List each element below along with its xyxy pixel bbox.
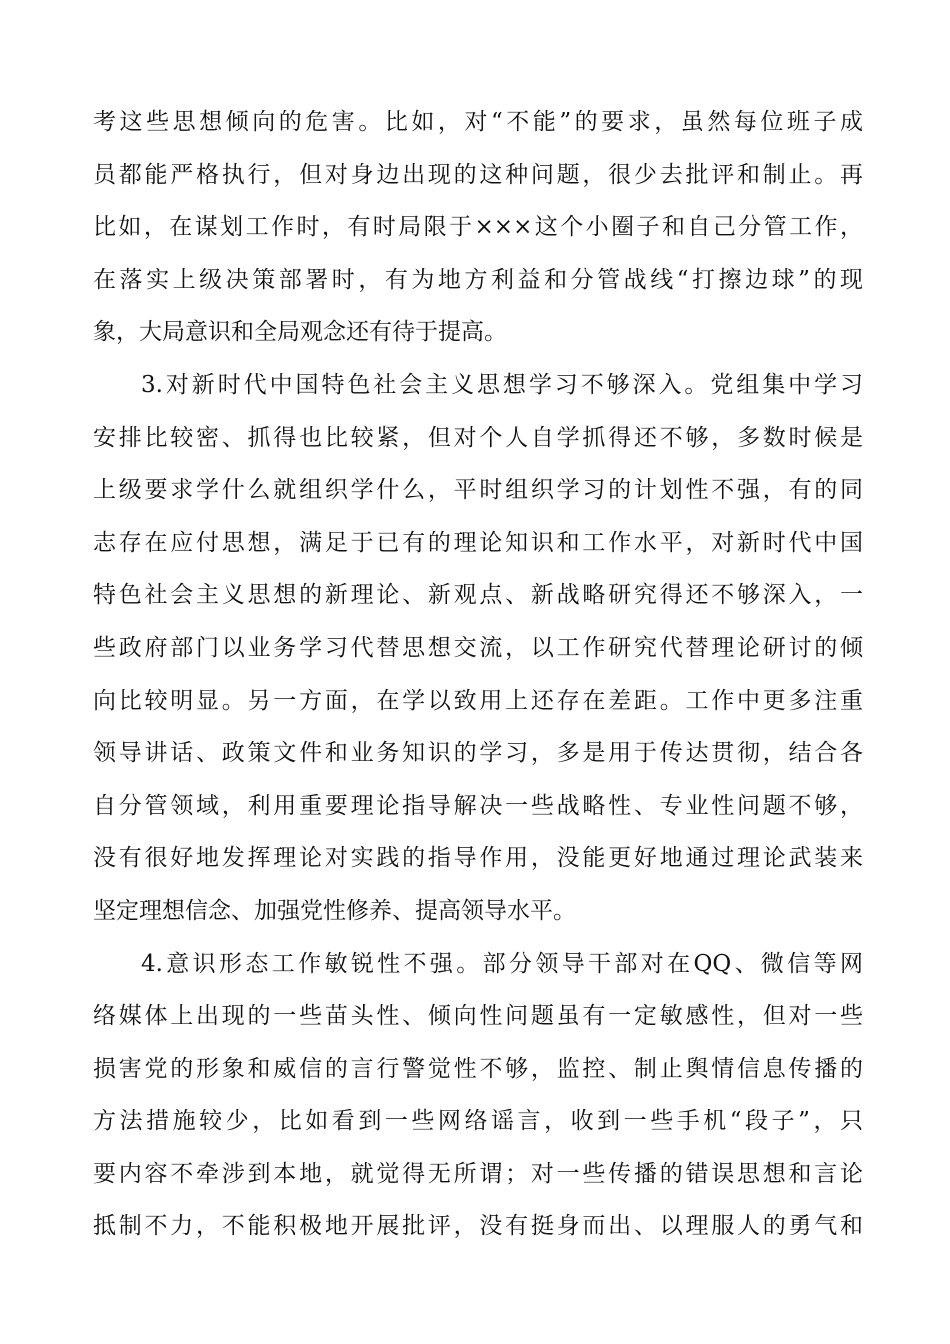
text-line: 考这些思想倾向的危害。比如，对“不能”的要求，虽然每位班子成 [93,109,863,135]
text-line: 损害党的形象和威信的言行警觉性不够，监控、制止舆情信息传播的 [93,1055,863,1082]
text-line: 络媒体上出现的一些苗头性、倾向性问题虽有一定敏感性，但对一些 [93,1003,863,1030]
text-line: 比如，在谋划工作时，有时局限于×××这个小圈子和自己分管工作， [93,214,863,241]
text-line: 上级要求学什么就组织学什么，平时组织学习的计划性不强，有的同 [93,477,863,504]
text-line: 些政府部门以业务学习代替思想交流，以工作研究代替理论研讨的倾 [93,634,863,661]
text-line: 自分管领域，利用重要理论指导解决一些战略性、专业性问题不够， [93,792,863,819]
text-line: 安排比较密、抓得也比较紧，但对个人自学抓得还不够，多数时候是 [93,424,863,451]
text-line: 4.意识形态工作敏锐性不强。部分领导干部对在QQ、微信等网 [141,950,863,977]
text-line: 在落实上级决策部署时，有为地方利益和分管战线“打擦边球”的现 [93,266,863,293]
text-line: 特色社会主义思想的新理论、新观点、新战略研究得还不够深入，一 [93,582,863,609]
text-line: 方法措施较少，比如看到一些网络谣言，收到一些手机“段子”，只 [93,1108,863,1135]
text-line: 没有很好地发挥理论对实践的指导作用，没能更好地通过理论武装来 [93,845,863,872]
text-line: 3.对新时代中国特色社会主义思想学习不够深入。党组集中学习 [141,371,863,398]
text-line: 抵制不力，不能积极地开展批评，没有挺身而出、以理服人的勇气和 [93,1213,863,1240]
text-line: 要内容不牵涉到本地，就觉得无所谓；对一些传播的错误思想和言论 [93,1160,863,1187]
text-line: 志存在应付思想，满足于已有的理论知识和工作水平，对新时代中国 [93,529,863,556]
text-line: 坚定理想信念、加强党性修养、提高领导水平。 [93,897,576,924]
text-line: 象，大局意识和全局观念还有待于提高。 [93,319,507,346]
text-line: 领导讲话、政策文件和业务知识的学习，多是用于传达贯彻，结合各 [93,740,863,767]
text-line: 向比较明显。另一方面，在学以致用上还存在差距。工作中更多注重 [93,687,863,714]
document-body [93,96,863,1253]
text-line: 员都能严格执行，但对身边出现的这种问题，很少去批评和制止。再 [93,161,863,188]
